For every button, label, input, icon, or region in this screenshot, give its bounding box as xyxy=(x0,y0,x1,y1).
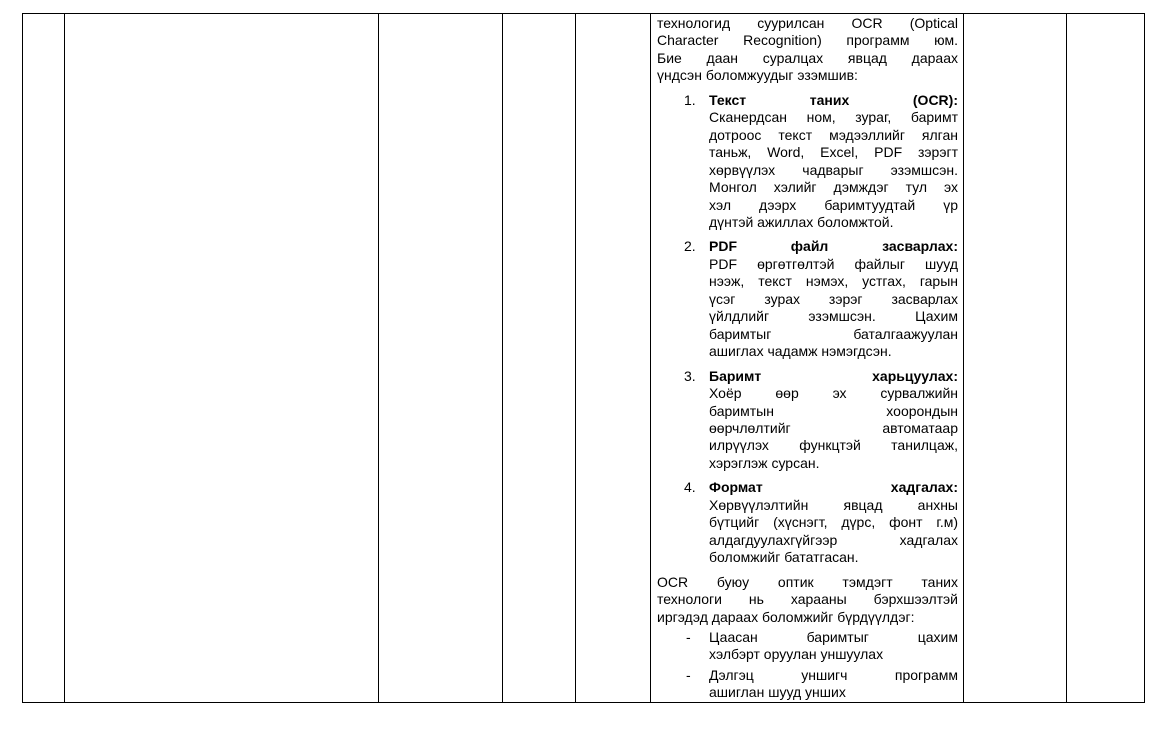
list-marker: - xyxy=(686,628,691,645)
numbered-list-item xyxy=(657,368,958,473)
content-cell-text xyxy=(651,14,963,702)
text-line: дүнтэй ажиллах боломжтой. xyxy=(709,213,894,230)
text-line: Хөрвүүлэлтийн явцад анхны xyxy=(709,496,958,513)
list-item-heading: Формат хадгалах: xyxy=(709,479,958,496)
table-cell-5 xyxy=(576,14,651,702)
text-line: хөрвүүлэх чадварыг эзэмшсэн. xyxy=(709,161,958,178)
table-cell-1 xyxy=(23,14,65,702)
text-line: боломжийг бататгасан. xyxy=(709,549,859,566)
list-item-heading: PDF файл засварлах: xyxy=(709,238,958,255)
text-line: хэлбэрт оруулан уншуулах xyxy=(709,646,884,663)
numbered-list-item xyxy=(657,92,958,232)
text-line: үйлдлийг эзэмшсэн. Цахим xyxy=(709,308,958,325)
text-line: OCR буюу оптик тэмдэгт таних xyxy=(657,573,958,590)
text-line: ашиглан шууд унших xyxy=(709,684,846,701)
text-line: үсэг зурах зэрэг засварлах xyxy=(709,290,958,307)
text-line: хэл дээрх баримтуудтай үр xyxy=(709,196,958,213)
text-line: бүтцийг (хүснэгт, дүрс, фонт г.м) xyxy=(709,514,958,531)
text-line: илрүүлэх функцтэй танилцаж, xyxy=(709,437,958,454)
list-marker: 1. xyxy=(684,91,696,108)
text-line: таньж, Word, Excel, PDF зэрэгт xyxy=(709,144,958,161)
table-cell-content[interactable] xyxy=(651,14,964,702)
text-line: алдагдуулахгүйгээр хадгалах xyxy=(709,531,958,548)
text-line: PDF өргөтгөлтэй файлыг шууд xyxy=(709,255,958,272)
table-cell-2 xyxy=(65,14,379,702)
text-line: иргэдэд дараах боломжийг бүрдүүлдэг: xyxy=(657,608,915,625)
dash-list-item xyxy=(657,667,958,702)
text-line: технологи нь харааны бэрхшээлтэй xyxy=(657,591,958,608)
text-line: Character Recognition) программ юм. xyxy=(657,32,958,49)
text-line: дотроос текст мэдээллийг ялган xyxy=(709,126,958,143)
dash-list-item xyxy=(657,629,958,664)
list-marker: 2. xyxy=(684,238,696,255)
text-line: Бие даан суралцах явцад дараах xyxy=(657,49,958,66)
numbered-list-item xyxy=(657,238,958,360)
text-line: Дэлгэц уншигч программ xyxy=(709,666,958,683)
numbered-list-item xyxy=(657,479,958,566)
text-line: баримтыг баталгаажуулан xyxy=(709,325,958,342)
list-item-heading: Баримт харьцуулах: xyxy=(709,367,958,384)
document-table xyxy=(22,13,1145,703)
table-cell-8 xyxy=(1067,14,1144,702)
text-line: Сканердсан ном, зураг, баримт xyxy=(709,109,958,126)
paragraph xyxy=(657,574,958,626)
text-line: Монгол хэлийг дэмждэг тул эх xyxy=(709,179,958,196)
list-marker: 3. xyxy=(684,367,696,384)
text-line: Хоёр өөр эх сурвалжийн xyxy=(709,385,958,402)
text-line: технологид суурилсан OCR (Optical xyxy=(657,15,958,31)
table-cell-3 xyxy=(379,14,503,702)
text-line: ашиглах чадамж нэмэгдсэн. xyxy=(709,343,892,360)
list-marker: 4. xyxy=(684,479,696,496)
text-line: хэрэглэж сурсан. xyxy=(709,454,820,471)
text-line: үндсэн боломжуудыг эзэмшив: xyxy=(657,67,858,84)
text-line: нээж, текст нэмэх, устгах, гарын xyxy=(709,273,958,290)
paragraph xyxy=(657,15,958,85)
text-line: баримтын хоорондын xyxy=(709,402,958,419)
text-line: Цаасан баримтыг цахим xyxy=(709,628,958,645)
list-item-heading: Текст таних (OCR): xyxy=(709,91,958,108)
table-cell-4 xyxy=(503,14,576,702)
text-line: өөрчлөлтийг автоматаар xyxy=(709,419,958,436)
list-marker: - xyxy=(686,666,691,683)
table-cell-7 xyxy=(964,14,1067,702)
